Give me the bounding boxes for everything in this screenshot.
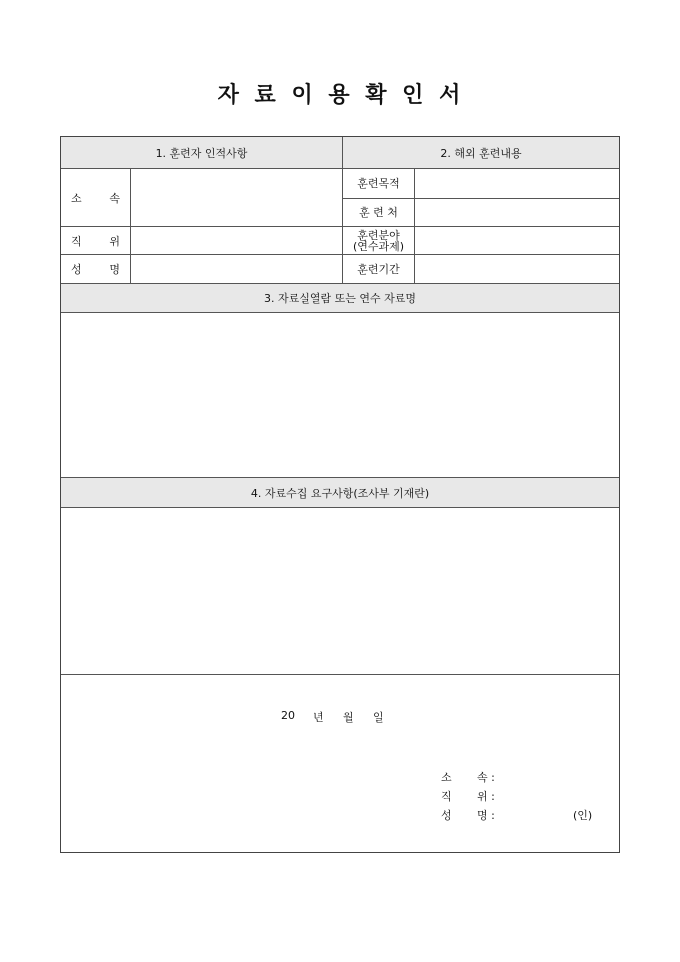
sign-name-label-2: 명 : <box>477 809 495 822</box>
document-title: 자 료 이 용 확 인 서 <box>217 82 463 108</box>
position-field[interactable] <box>131 227 343 255</box>
affiliation-label: 소 속 <box>61 169 131 227</box>
sign-position-label-2: 위 : <box>477 790 495 803</box>
sign-affiliation-label-2: 속 : <box>477 771 495 784</box>
sign-position-label-1: 직 <box>441 790 452 803</box>
purpose-label: 훈련목적 <box>343 169 415 199</box>
section4-header: 4. 자료수집 요구사항(조사부 기재란) <box>61 478 619 508</box>
name-field[interactable] <box>131 255 343 284</box>
form-frame <box>60 136 620 853</box>
field-label: 훈련분야 (연수과제) <box>343 227 415 255</box>
period-label: 훈련기간 <box>343 255 415 284</box>
section3-content[interactable] <box>61 313 619 478</box>
date-day: 일 <box>373 711 384 724</box>
section2-header: 2. 해외 훈련내용 <box>343 137 619 169</box>
section1-header: 1. 훈련자 인적사항 <box>61 137 343 169</box>
date-year: 년 <box>313 711 324 724</box>
name-label: 성 명 <box>61 255 131 284</box>
date-year-prefix: 20 <box>281 709 295 722</box>
location-label: 훈 련 처 <box>343 199 415 227</box>
section4-content[interactable] <box>61 508 619 675</box>
section3-header: 3. 자료실열람 또는 연수 자료명 <box>61 284 619 313</box>
affiliation-field[interactable] <box>131 169 343 227</box>
date-month: 월 <box>343 711 354 724</box>
sign-affiliation-label-1: 소 <box>441 771 452 784</box>
period-field[interactable] <box>415 255 619 284</box>
field-field[interactable] <box>415 227 619 255</box>
sign-name-label-1: 성 <box>441 809 452 822</box>
purpose-field[interactable] <box>415 169 619 199</box>
position-label: 직 위 <box>61 227 131 255</box>
location-field[interactable] <box>415 199 619 227</box>
seal-mark: (인) <box>573 809 593 822</box>
